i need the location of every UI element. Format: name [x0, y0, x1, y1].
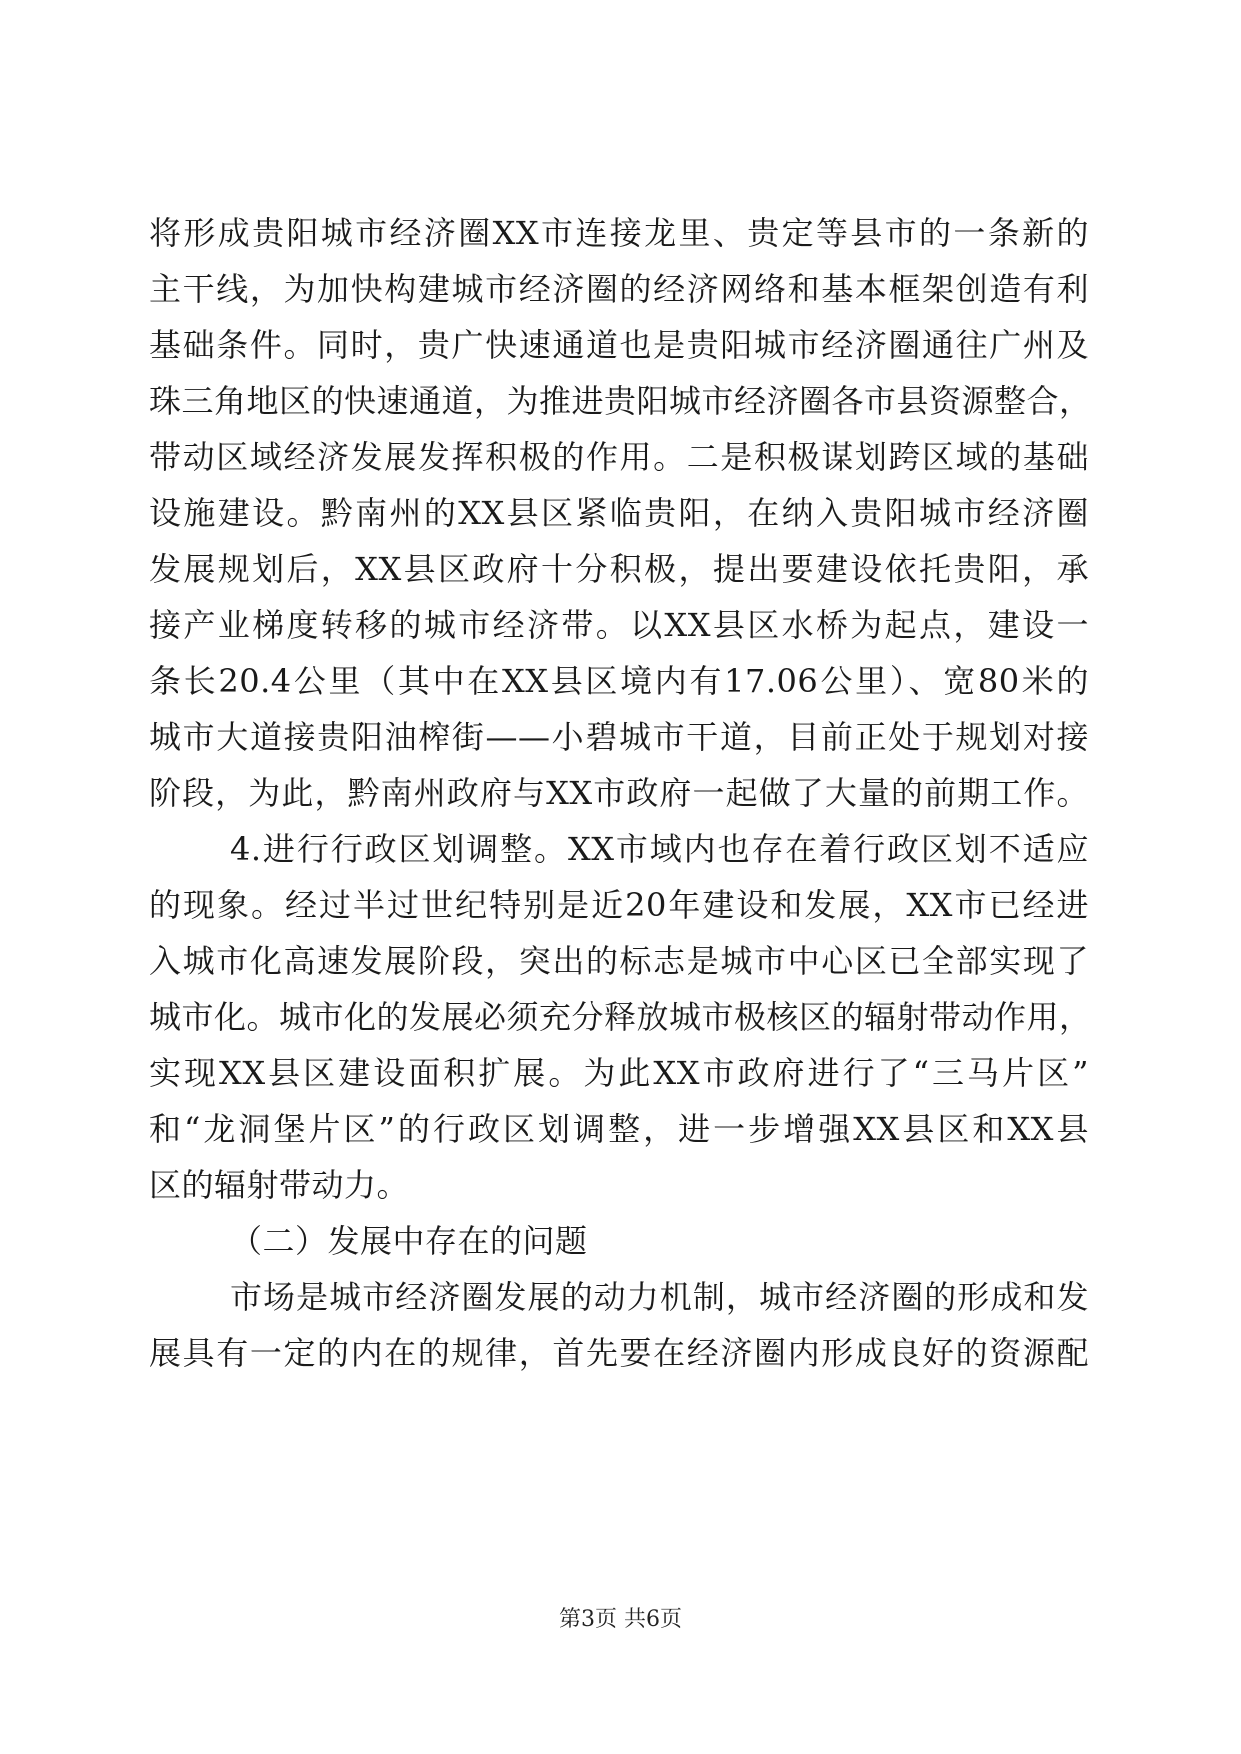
text-line: 设施建设。黔南州的XX县区紧临贵阳，在纳入贵阳城市经济圈	[149, 494, 1089, 532]
text-line: 将形成贵阳城市经济圈XX市连接龙里、贵定等县市的一条新的	[149, 214, 1089, 252]
text-line: 发展规划后，XX县区政府十分积极，提出要建设依托贵阳，承	[149, 550, 1089, 588]
page-number-footer: 第3页 共6页	[559, 1607, 682, 1632]
text-line: 市场是城市经济圈发展的动力机制，城市经济圈的形成和发	[230, 1278, 1089, 1316]
text-line: 展具有一定的内在的规律，首先要在经济圈内形成良好的资源配	[149, 1334, 1089, 1372]
text-line: 接产业梯度转移的城市经济带。以XX县区水桥为起点，建设一	[149, 606, 1089, 644]
text-line: 条长20.4公里（其中在XX县区境内有17.06公里）、宽80米的	[149, 662, 1089, 700]
text-line: 带动区域经济发展发挥积极的作用。二是积极谋划跨区域的基础	[149, 438, 1089, 476]
text-line: 实现XX县区建设面积扩展。为此XX市政府进行了“三马片区”	[149, 1054, 1089, 1092]
text-line: 4.进行行政区划调整。XX市域内也存在着行政区划不适应	[230, 830, 1089, 868]
text-line: 基础条件。同时，贵广快速通道也是贵阳城市经济圈通往广州及	[149, 326, 1089, 364]
text-line: 区的辐射带动力。	[149, 1166, 410, 1204]
text-line: 阶段，为此，黔南州政府与XX市政府一起做了大量的前期工作。	[149, 774, 1089, 812]
text-line: 和“龙洞堡片区”的行政区划调整，进一步增强XX县区和XX县	[149, 1110, 1089, 1148]
text-line: 入城市化高速发展阶段，突出的标志是城市中心区已全部实现了	[149, 942, 1089, 980]
text-line: 城市化。城市化的发展必须充分释放城市极核区的辐射带动作用，	[149, 998, 1092, 1036]
text-line: 主干线，为加快构建城市经济圈的经济网络和基本框架创造有利	[149, 270, 1089, 308]
text-line: 城市大道接贵阳油榨街——小碧城市干道，目前正处于规划对接	[149, 718, 1089, 756]
section-heading: （二）发展中存在的问题	[230, 1222, 588, 1260]
text-line: 的现象。经过半过世纪特别是近20年建设和发展，XX市已经进	[149, 886, 1089, 924]
text-line: 珠三角地区的快速通道，为推进贵阳城市经济圈各市县资源整合，	[149, 382, 1092, 420]
